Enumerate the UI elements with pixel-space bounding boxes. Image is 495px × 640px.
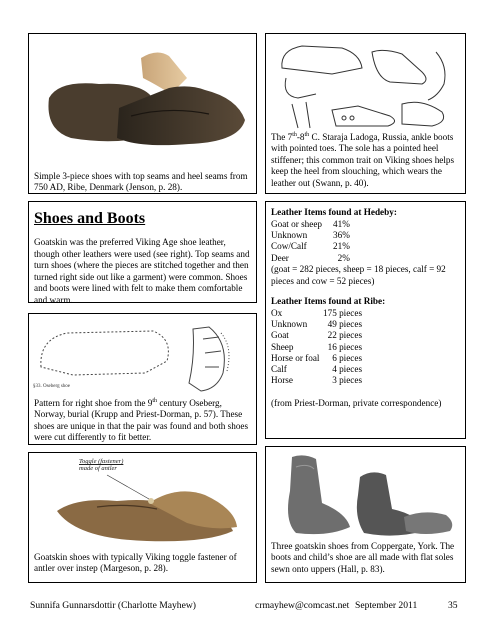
ribe-row <box>271 330 362 341</box>
ribe-value: 175 pieces <box>323 308 363 318</box>
hedeby-row <box>271 253 350 264</box>
toggle-shoes-caption: Goatskin shoes with typically Viking toggle fastener of antler over instep (Margeson, p. 28). <box>34 552 237 574</box>
toggle-label-line-1: Toggle (fastener) <box>79 458 124 465</box>
footer-date: September 2011 <box>355 600 418 611</box>
staraja-ladoga-pattern-drawing <box>272 38 462 130</box>
hedeby-value: 2% <box>337 252 350 263</box>
hedeby-title: Leather Items found at Hedeby: <box>271 207 397 217</box>
ribe-shoes-caption: Simple 3-piece shoes with top seams and heel seams from 750 AD, Ribe, Denmark (Jenson, p. 28). <box>34 171 248 193</box>
ribe-material: Calf <box>271 364 287 375</box>
hedeby-note: (goat = 282 pieces, sheep = 18 pieces, calf = 92 pieces and cow = 52 pieces) <box>271 264 446 286</box>
footer-email: crmayhew@comcast.net <box>255 600 350 611</box>
hedeby-material: Unknown <box>271 230 308 241</box>
ribe-table <box>271 308 362 386</box>
ribe-material: Goat <box>271 330 289 341</box>
ribe-row <box>271 364 362 375</box>
footer-author: Sunnifa Gunnarsdottir (Charlotte Mayhew) <box>30 600 196 611</box>
ribe-value: 22 pieces <box>327 330 363 341</box>
hedeby-row <box>271 241 350 252</box>
section-heading: Shoes and Boots <box>34 210 146 227</box>
hedeby-row <box>271 219 350 230</box>
toggle-label-line-2: made of antler <box>79 465 117 472</box>
coppergate-caption: Three goatskin shoes from Coppergate, York. The boots and child’s shoe are all made with flat soles sewn onto uppers (Hall, p. 83). <box>271 541 455 574</box>
ribe-material: Sheep <box>271 341 294 352</box>
leather-items-panel <box>265 201 466 439</box>
ribe-row <box>271 353 362 364</box>
ribe-shoes-figure <box>28 33 257 194</box>
hedeby-value: 41% <box>333 219 350 229</box>
coppergate-shoes-photo <box>274 451 460 543</box>
ribe-value: 4 pieces <box>332 364 363 375</box>
ribe-value: 49 pieces <box>327 319 363 330</box>
hedeby-row <box>271 230 350 241</box>
ribe-material: Horse or foal <box>271 352 320 363</box>
oseberg-caption: Pattern for right shoe from the 9th century Oseberg, Norway, burial (Krupp and Priest-Dorman, p. 57). These shoes are unique in that the pair was found and both shoes were cut differently to fit better. <box>34 397 249 443</box>
hedeby-material: Deer <box>271 252 289 263</box>
ribe-row <box>271 319 362 330</box>
hedeby-material: Cow/Calf <box>271 241 307 252</box>
coppergate-figure <box>265 446 466 583</box>
toggle-label <box>79 458 123 472</box>
ribe-row <box>271 342 362 353</box>
hedeby-material: Goat or sheep <box>271 219 323 229</box>
footer-page-number: 35 <box>448 600 458 611</box>
shoes-and-boots-section <box>28 201 257 303</box>
ribe-row <box>271 308 362 319</box>
oseberg-figure <box>28 313 257 445</box>
ribe-value: 16 pieces <box>327 341 363 352</box>
ribe-value: 6 pieces <box>332 352 363 363</box>
hedeby-value: 36% <box>333 230 350 241</box>
hedeby-table <box>271 219 350 264</box>
ribe-row <box>271 375 362 386</box>
ribe-material: Ox <box>271 308 283 318</box>
section-body: Goatskin was the preferred Viking Age shoe leather, though other leathers were used (see right). Top seams and turn shoes (where the pieces are stitched together and then turned right side out like a garment) were common. Shoes and boots were lined with felt to make them comfortable and warm. <box>34 237 250 305</box>
ribe-title: Leather Items found at Ribe: <box>271 296 386 306</box>
staraja-ladoga-figure <box>265 33 466 194</box>
ribe-material: Unknown <box>271 319 308 330</box>
toggle-shoes-photo <box>37 457 249 547</box>
staraja-ladoga-caption: The 7th-8th C. Staraja Ladoga, Russia, ankle boots with pointed toes. The sole has a pointed heel stiffener; this common trait on Viking shoes helps keep the heel from slouching, which wears the leather out (Swann, p. 40). <box>271 131 455 188</box>
oseberg-label: §33. Oseberg shoe <box>33 384 70 389</box>
ribe-shoes-photo <box>39 38 249 156</box>
ribe-material: Horse <box>271 375 293 386</box>
hedeby-value: 21% <box>333 241 350 252</box>
toggle-shoes-figure <box>28 452 257 583</box>
ribe-value: 3 pieces <box>332 375 363 386</box>
ribe-source: (from Priest-Dorman, private correspondence) <box>271 398 442 408</box>
